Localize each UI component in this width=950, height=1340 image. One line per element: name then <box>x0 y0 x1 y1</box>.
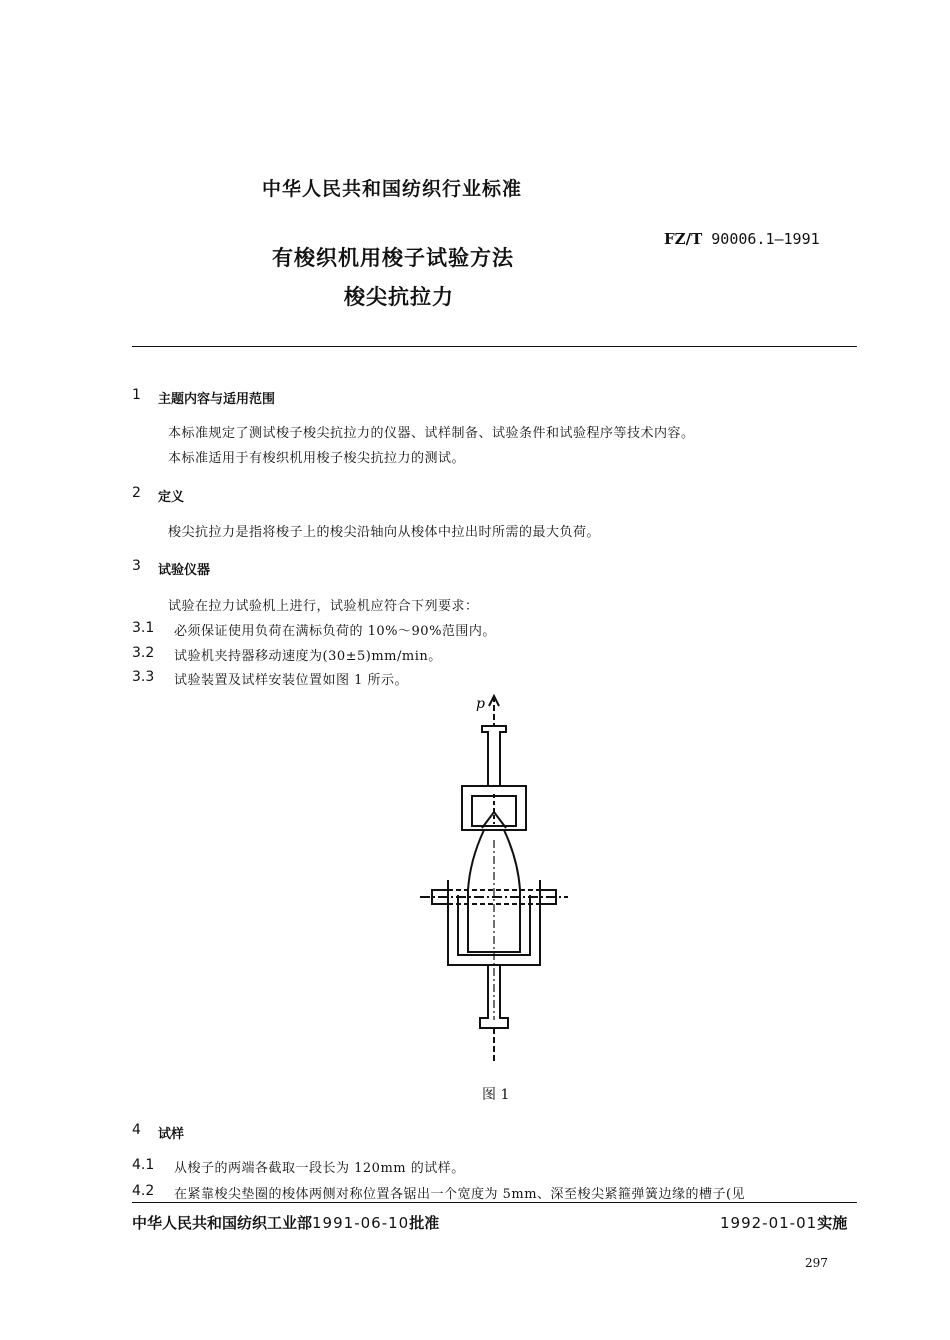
force-label: p <box>476 696 485 712</box>
section-3-paragraph-1: 试验在拉力试验机上进行，试验机应符合下列要求： <box>168 599 479 614</box>
section-2-number: 2 <box>132 485 141 501</box>
effective-date: 1992-01-01 <box>720 1214 818 1232</box>
effective-suffix: 实施 <box>817 1214 848 1232</box>
section-1-number: 1 <box>132 387 141 403</box>
section-2-paragraph-1: 梭尖抗拉力是指将梭子上的梭尖沿轴向从梭体中拉出时所需的最大负荷。 <box>168 525 601 540</box>
section-3-number: 3 <box>132 558 141 574</box>
issue-suffix: 批准 <box>409 1214 440 1232</box>
page-number: 297 <box>805 1256 828 1270</box>
clause-4-2-text: 在紧靠梭尖垫圈的梭体两侧对称位置各锯出一个宽度为 5mm、深至梭尖紧箍弹簧边缘的槽子(见 <box>174 1187 746 1202</box>
issue-date: 1991-06-10 <box>312 1214 410 1232</box>
clause-3-3-number: 3.3 <box>132 669 155 685</box>
section-4-title: 试样 <box>158 1127 185 1142</box>
document-title: 有梭织机用梭子试验方法 <box>272 246 514 270</box>
clause-3-1-number: 3.1 <box>132 620 155 636</box>
section-1-title: 主题内容与适用范围 <box>158 392 276 407</box>
clause-3-2-number: 3.2 <box>132 645 155 661</box>
section-1-paragraph-2: 本标准适用于有梭织机用梭子梭尖抗拉力的测试。 <box>168 451 466 466</box>
standard-code-number: 90006.1—1991 <box>711 230 820 248</box>
clause-4-1-number: 4.1 <box>132 1157 155 1173</box>
footer-divider <box>132 1202 857 1203</box>
standard-code-prefix: FZ/T <box>664 230 703 248</box>
clause-3-2-text: 试验机夹持器移动速度为(30±5)mm/min。 <box>174 649 442 664</box>
clause-3-1-text: 必须保证使用负荷在满标负荷的 10%～90%范围内。 <box>174 624 496 639</box>
clause-4-2-number: 4.2 <box>132 1183 155 1199</box>
issuer: 中华人民共和国纺织工业部 <box>132 1214 313 1232</box>
test-apparatus-figure <box>400 690 580 1080</box>
issuing-agency-heading: 中华人民共和国纺织行业标准 <box>262 178 523 200</box>
issue-statement <box>132 1212 439 1233</box>
clause-3-3-text: 试验装置及试样安装位置如图 1 所示。 <box>174 673 409 688</box>
section-1-paragraph-1: 本标准规定了测试梭子梭尖抗拉力的仪器、试样制备、试验条件和试验程序等技术内容。 <box>168 426 695 441</box>
section-4-number: 4 <box>132 1122 141 1138</box>
clause-4-1-text: 从梭子的两端各截取一段长为 120mm 的试样。 <box>174 1161 465 1176</box>
standard-code <box>664 230 820 248</box>
upper-clamp-head <box>482 726 506 786</box>
figure-caption: 图 1 <box>482 1087 510 1103</box>
section-2-title: 定义 <box>158 490 185 505</box>
section-3-title: 试验仪器 <box>158 563 211 578</box>
header-divider <box>132 346 857 347</box>
effective-statement <box>720 1212 847 1233</box>
document-subtitle: 梭尖抗拉力 <box>344 285 454 309</box>
